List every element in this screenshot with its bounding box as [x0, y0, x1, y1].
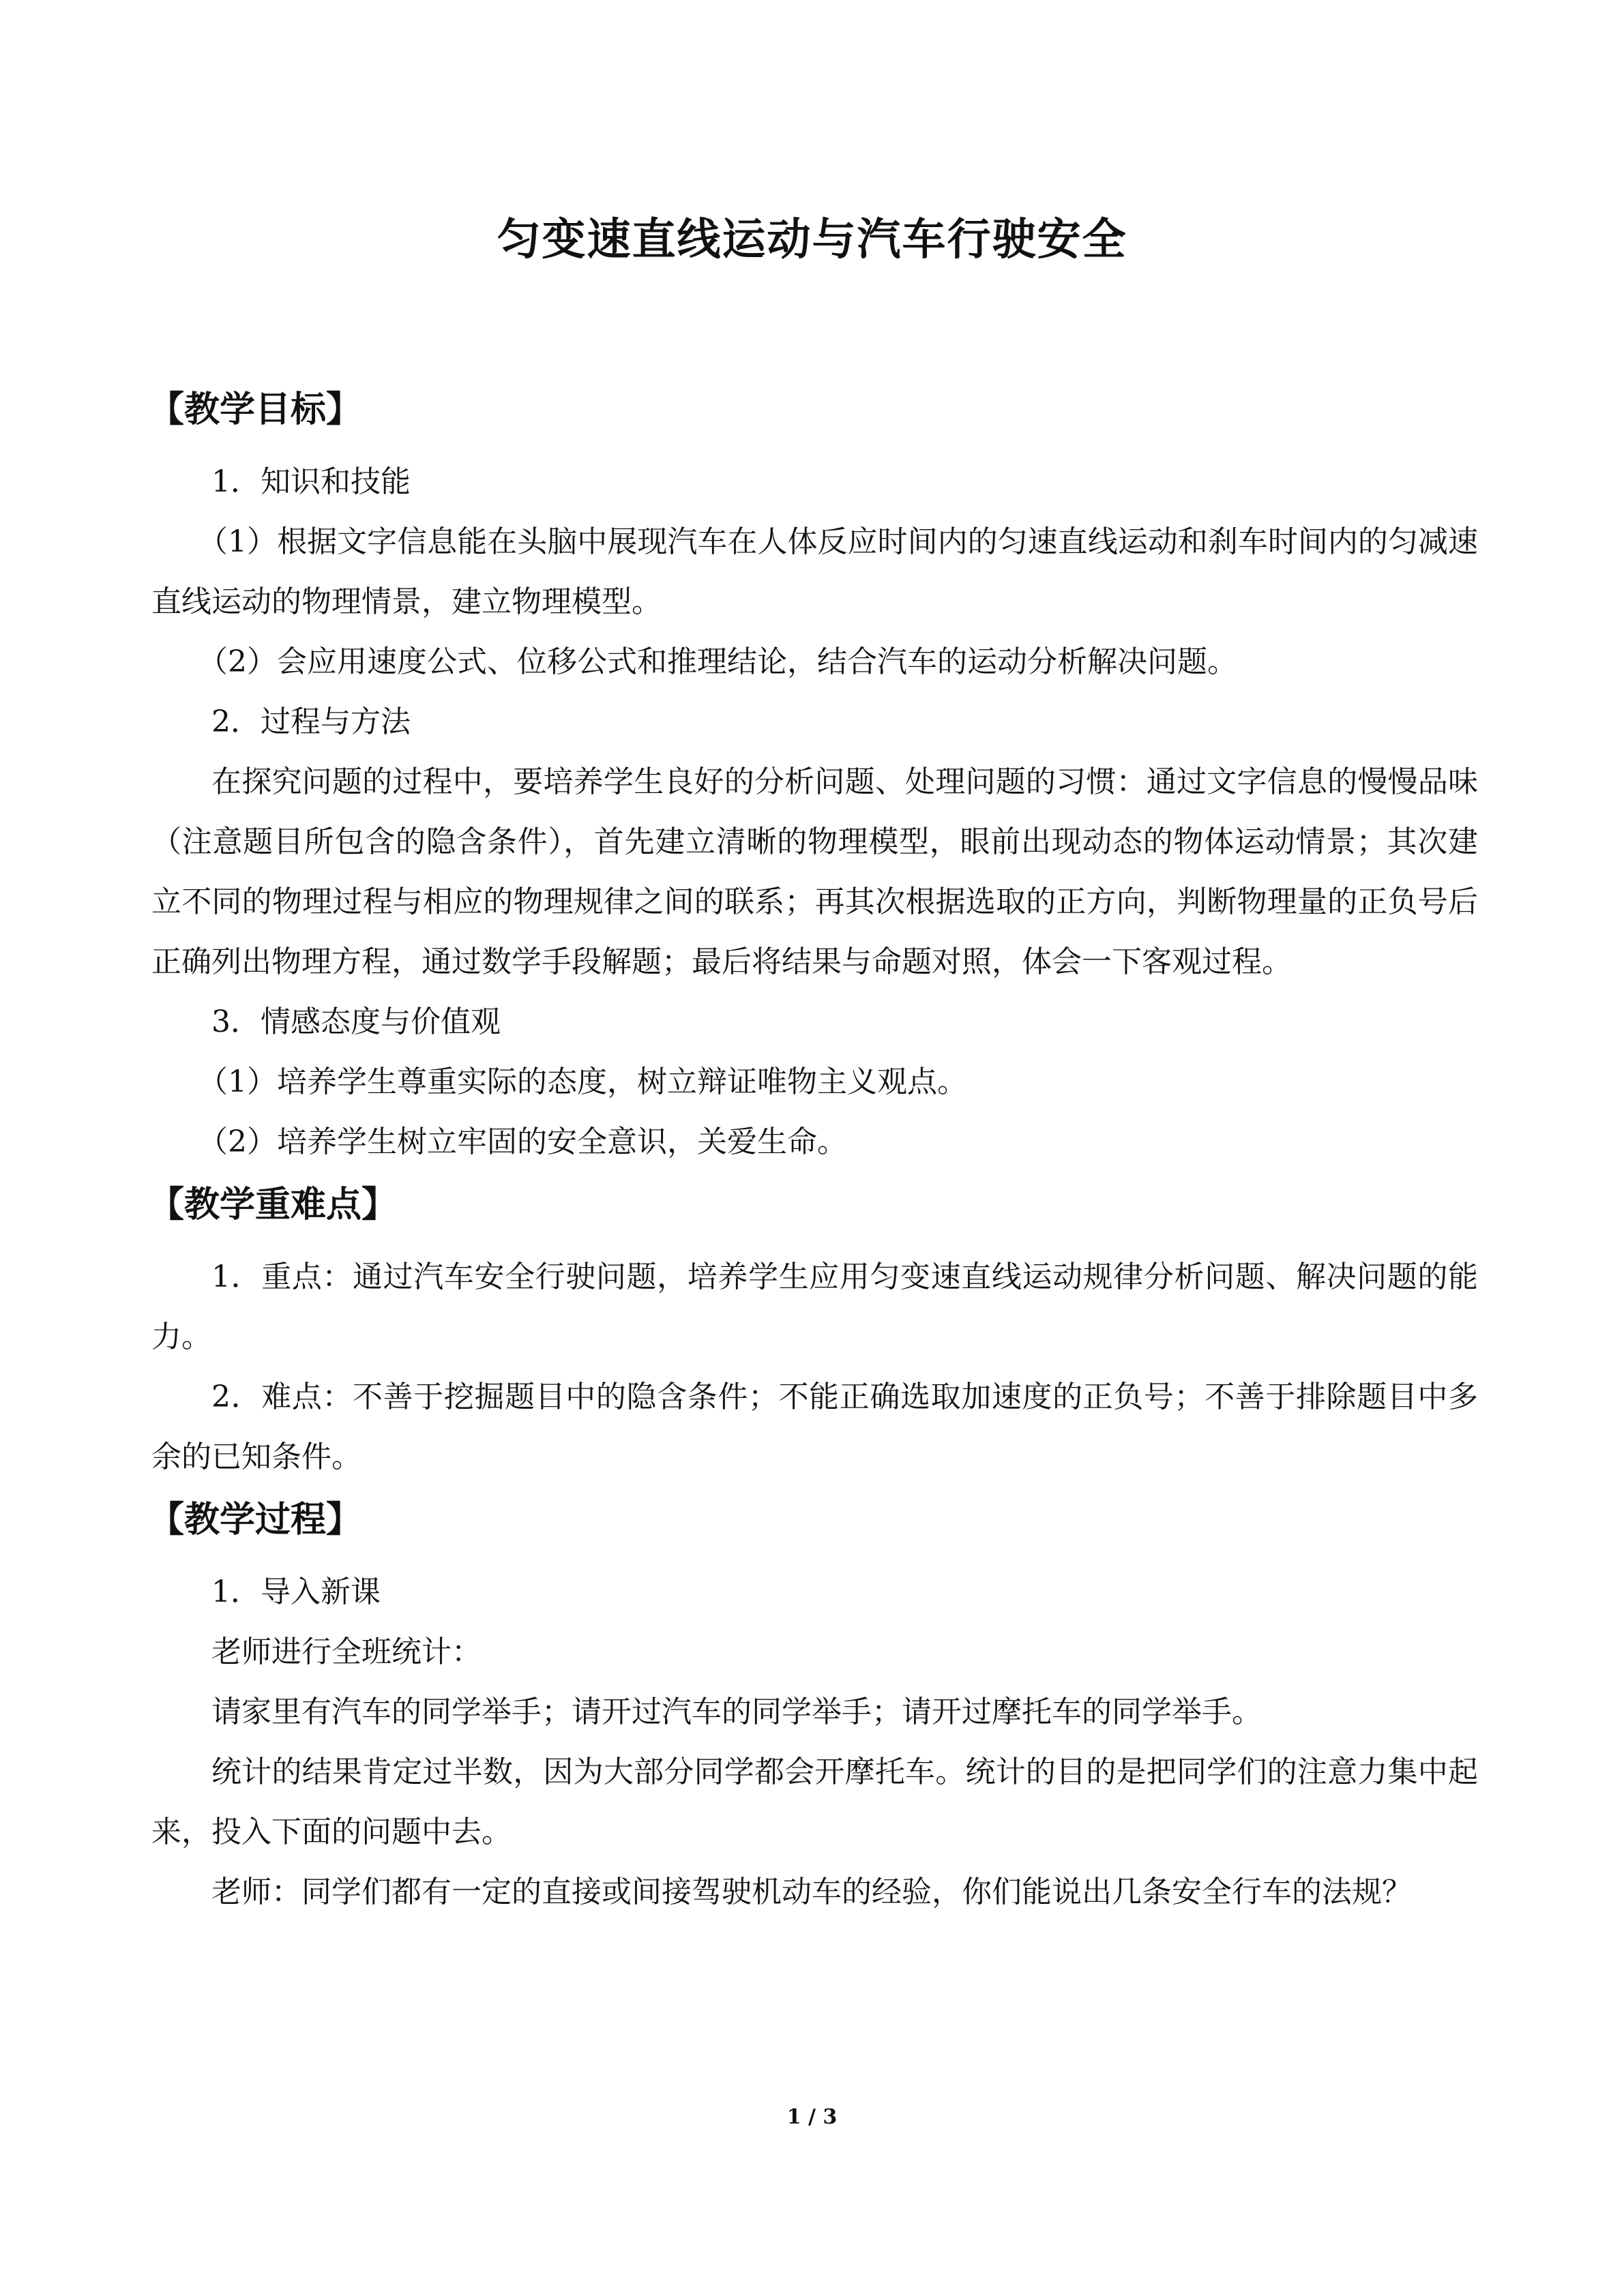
paragraph: 统计的结果肯定过半数，因为大部分同学都会开摩托车。统计的目的是把同学们的注意力集中起来，投入下面的问题中去。: [151, 1755, 1478, 1849]
paragraph: 老师：同学们都有一定的直接或间接驾驶机动车的经验，你们能说出几条安全行车的法规？: [211, 1875, 1412, 1909]
paragraph: （1）培养学生尊重实际的态度，树立辩证唯物主义观点。: [198, 1064, 967, 1099]
page-number: 1 / 3: [786, 2105, 838, 2129]
paragraph: 1．导入新课: [211, 1575, 381, 1609]
document-title: 匀变速直线运动与汽车行驶安全: [497, 215, 1127, 265]
section-heading: 【教学目标】: [149, 389, 362, 430]
paragraph: 3．情感态度与价值观: [211, 1004, 501, 1039]
paragraph: 2．难点：不善于挖掘题目中的隐含条件；不能正确选取加速度的正负号；不善于排除题目中多余的已知条件。: [151, 1380, 1478, 1474]
paragraph: 1．知识和技能: [211, 464, 411, 499]
paragraph: 老师进行全班统计：: [211, 1635, 482, 1669]
document-body: [151, 378, 1478, 1922]
paragraph: 1．重点：通过汽车安全行驶问题，培养学生应用匀变速直线运动规律分析问题、解决问题的能力。: [151, 1259, 1478, 1354]
paragraph: （2）会应用速度公式、位移公式和推理结论，结合汽车的运动分析解决问题。: [198, 644, 1237, 679]
paragraph: 请家里有汽车的同学举手；请开过汽车的同学举手；请开过摩托车的同学举手。: [211, 1695, 1262, 1729]
section-teaching-process: [151, 1489, 1478, 1922]
section-heading: 【教学重难点】: [149, 1184, 398, 1225]
paragraph: 在探究问题的过程中，要培养学生良好的分析问题、处理问题的习惯：通过文字信息的慢慢品味（注意题目所包含的隐含条件），首先建立清晰的物理模型，眼前出现动态的物体运动情景；其次建立不同的物理过程与相应的物理规律之间的联系；再其次根据选取的正方向，判断物理量的正负号后正确列出物理方程，通过数学手段解题；最后将结果与命题对照，体会一下客观过程。: [151, 764, 1478, 979]
section-key-difficult-points: [151, 1174, 1478, 1487]
section-heading: 【教学过程】: [149, 1500, 362, 1540]
section-teaching-objectives: [151, 378, 1478, 1172]
paragraph: 2．过程与方法: [211, 704, 411, 739]
paragraph: （2）培养学生树立牢固的安全意识，关爱生命。: [198, 1124, 847, 1159]
paragraph: （1）根据文字信息能在头脑中展现汽车在人体反应时间内的匀速直线运动和刹车时间内的匀减速直线运动的物理情景，建立物理模型。: [151, 524, 1478, 619]
